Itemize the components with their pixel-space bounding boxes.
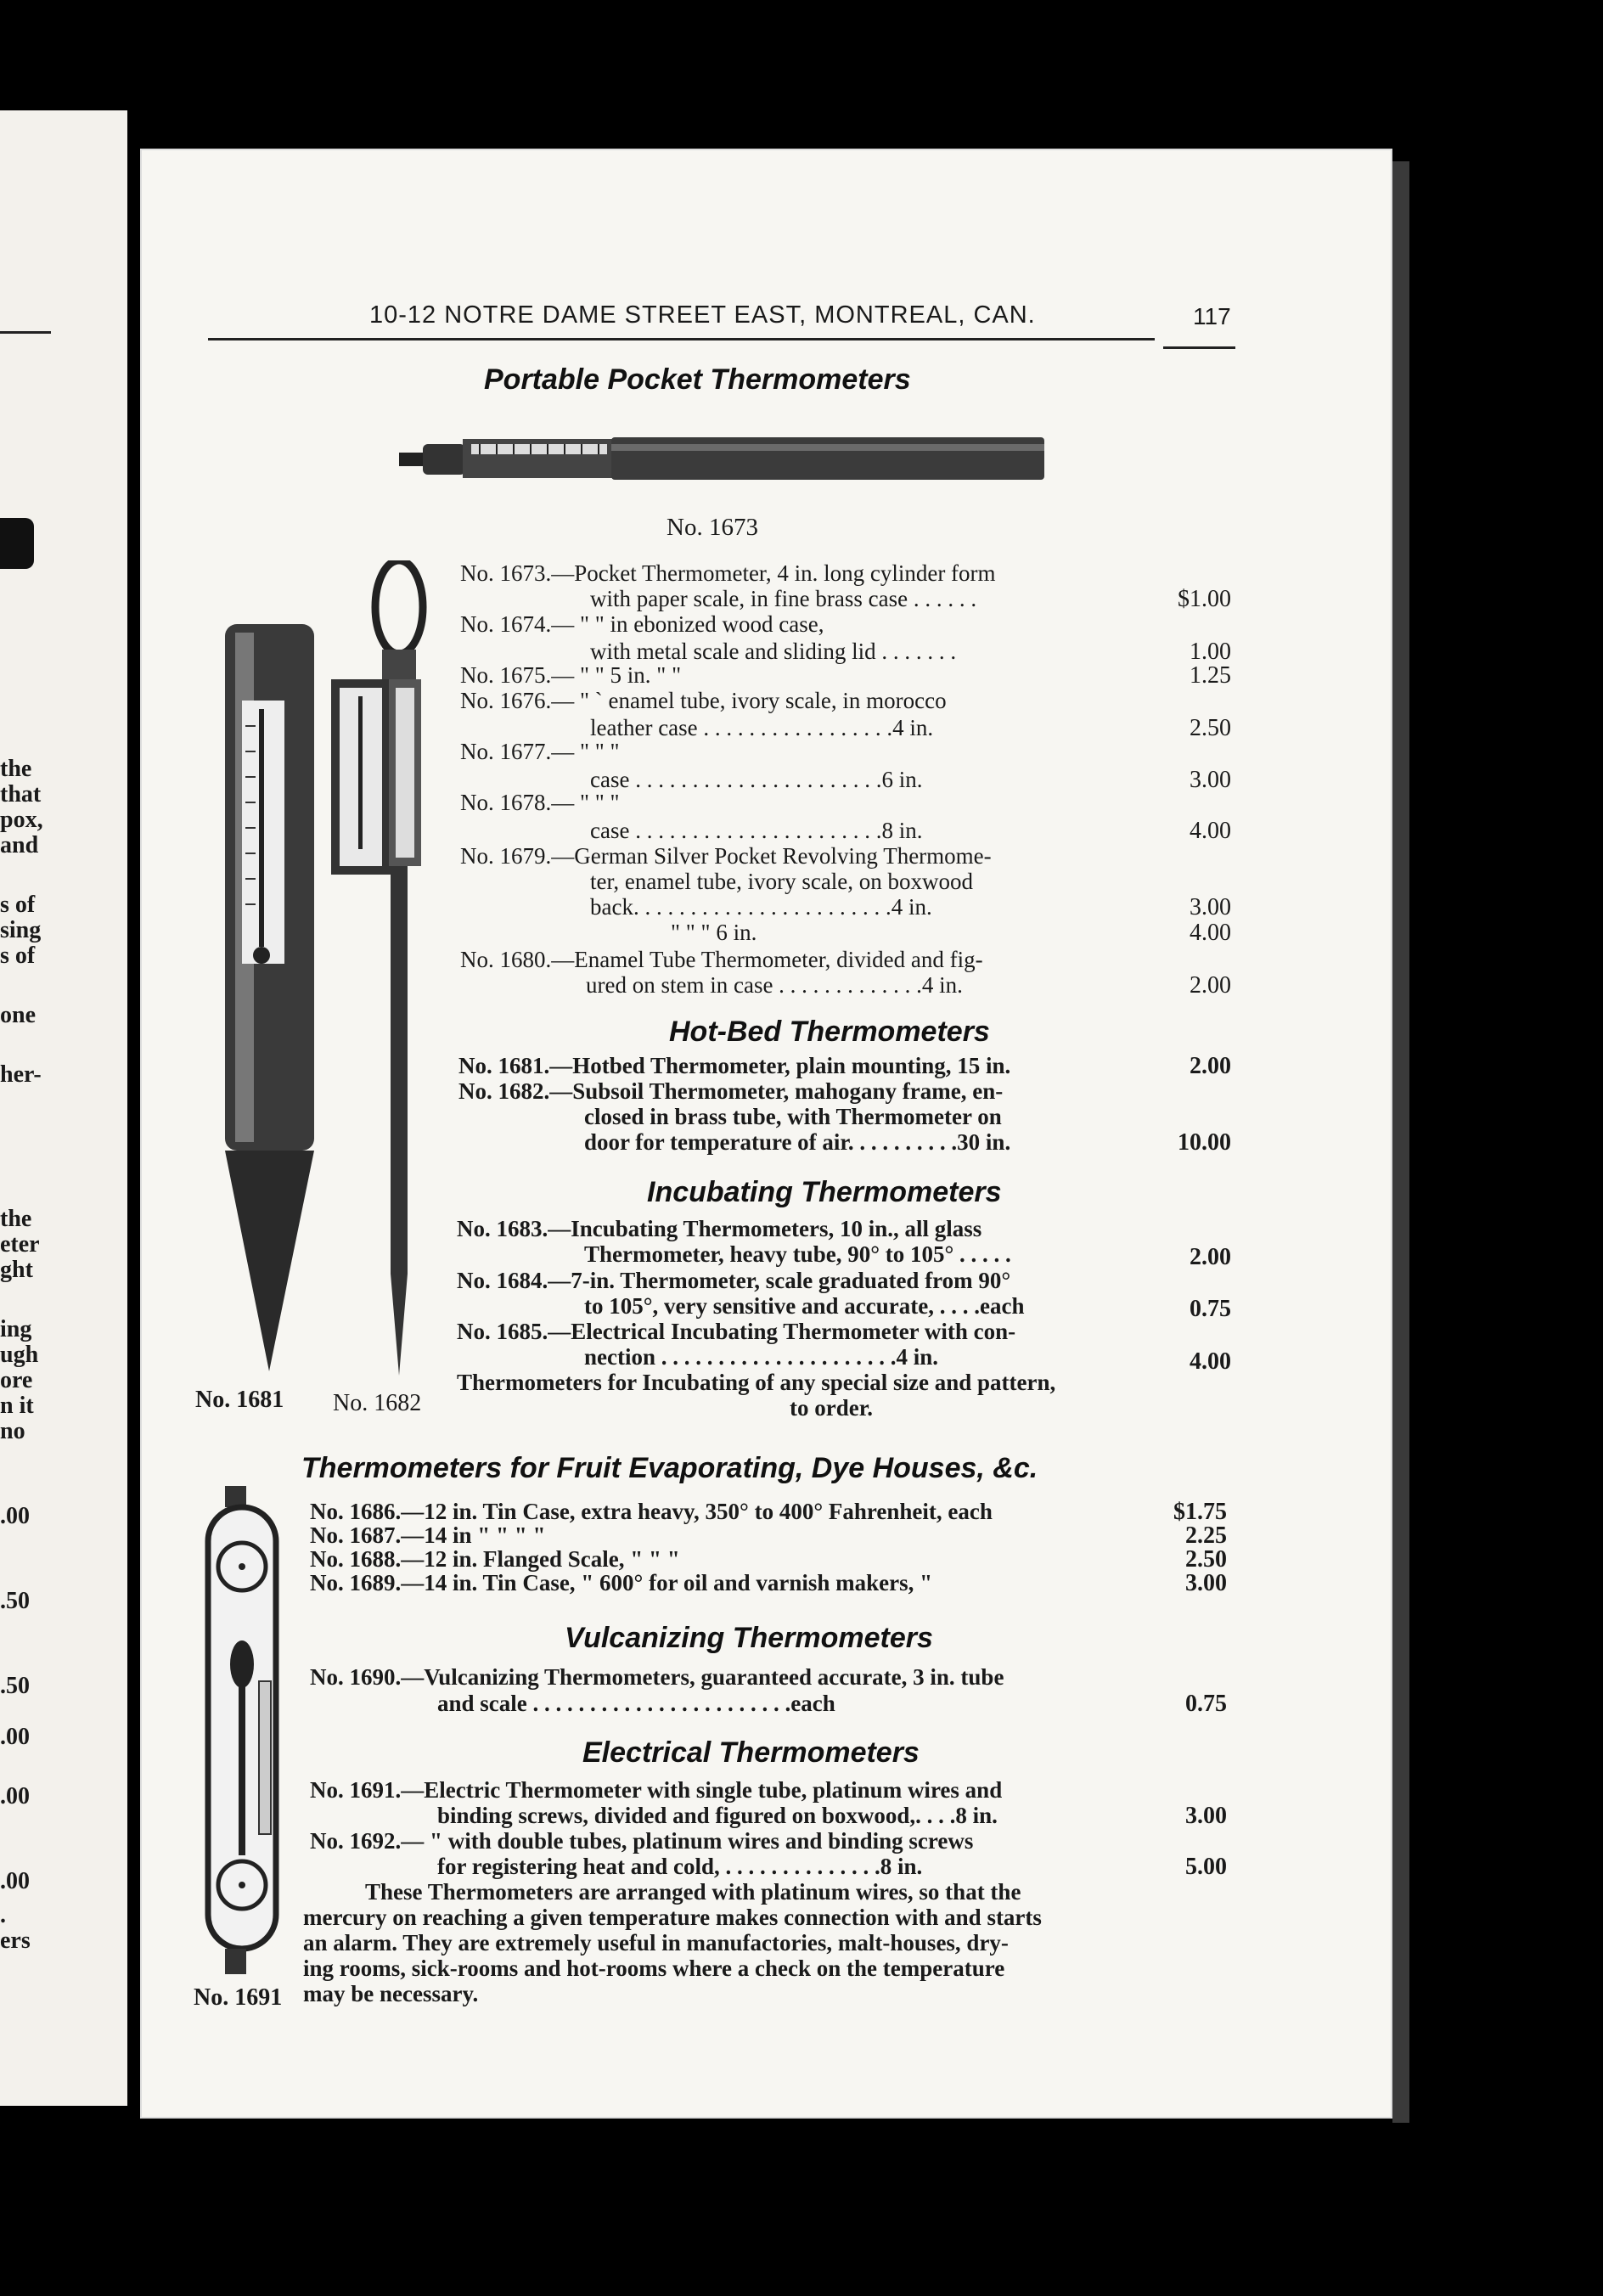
figure-1691-electric-thermometer bbox=[200, 1486, 284, 1978]
section-title-portable: Portable Pocket Thermometers bbox=[484, 363, 911, 396]
item-1679-line2: ter, enamel tube, ivory scale, on boxwood bbox=[590, 869, 974, 894]
electrical-note-line1: These Thermometers are arranged with platinum wires, so that the bbox=[365, 1879, 1021, 1905]
price-1687: 2.25 bbox=[1185, 1522, 1227, 1549]
item-1689-line: No. 1689.—14 in. Tin Case, " 600° for oil and varnish makers, " bbox=[310, 1570, 933, 1595]
price-1683: 2.00 bbox=[1190, 1244, 1231, 1270]
price-1680: 2.00 bbox=[1190, 972, 1231, 999]
page-header-address: 10-12 NOTRE DAME STREET EAST, MONTREAL, CAN. bbox=[369, 301, 1036, 329]
left-page-fragment: .00 bbox=[0, 1783, 30, 1809]
item-1673-line1: No. 1673.—Pocket Thermometer, 4 in. long cylinder form bbox=[460, 560, 996, 586]
left-page-fragment: ght bbox=[0, 1257, 33, 1283]
left-page-fragment: .50 bbox=[0, 1673, 30, 1699]
incubating-special-line1: Thermometers for Incubating of any special size and pattern, bbox=[457, 1370, 1056, 1395]
price-1679-6in: 4.00 bbox=[1190, 920, 1231, 946]
item-1680-line1: No. 1680.—Enamel Tube Thermometer, divided and fig- bbox=[460, 947, 983, 972]
left-page-fragment: the bbox=[0, 1206, 32, 1232]
item-1681-line: No. 1681.—Hotbed Thermometer, plain mounting, 15 in. bbox=[458, 1053, 1011, 1078]
price-1684: 0.75 bbox=[1190, 1296, 1231, 1322]
price-1691: 3.00 bbox=[1185, 1803, 1227, 1829]
item-1683-line1: No. 1683.—Incubating Thermometers, 10 in., all glass bbox=[457, 1216, 982, 1241]
price-1676: 2.50 bbox=[1190, 715, 1231, 741]
figure-1681-hotbed-thermometer bbox=[217, 624, 327, 1371]
left-page-illustration-fragment bbox=[0, 518, 34, 569]
left-page-fragment: that bbox=[0, 781, 42, 808]
left-page-fragment: no bbox=[0, 1418, 25, 1444]
item-1688-line: No. 1688.—12 in. Flanged Scale, " " " bbox=[310, 1546, 680, 1572]
section-title-vulcanizing: Vulcanizing Thermometers bbox=[565, 1622, 933, 1654]
item-1676-line1: No. 1676.— " ` enamel tube, ivory scale, in morocco bbox=[460, 688, 947, 713]
header-rule bbox=[208, 338, 1155, 340]
left-page-fragment: n it bbox=[0, 1393, 34, 1419]
left-page-fragment: .00 bbox=[0, 1724, 30, 1750]
left-page-fragment: her- bbox=[0, 1061, 42, 1088]
section-title-fruit-evaporating: Thermometers for Fruit Evaporating, Dye Houses, &c. bbox=[301, 1452, 1038, 1484]
incubating-special-line2: to order. bbox=[790, 1395, 873, 1421]
item-1679-line3: back. . . . . . . . . . . . . . . . . . . . . . .4 in. bbox=[590, 894, 932, 920]
item-1685-line1: No. 1685.—Electrical Incubating Thermometer with con- bbox=[457, 1319, 1016, 1344]
figure-caption-1682: No. 1682 bbox=[333, 1390, 422, 1416]
item-1684-line1: No. 1684.—7-in. Thermometer, scale graduated from 90° bbox=[457, 1268, 1011, 1293]
figure-caption-1673: No. 1673 bbox=[667, 514, 758, 541]
price-1692: 5.00 bbox=[1185, 1854, 1227, 1880]
item-1682-line1: No. 1682.—Subsoil Thermometer, mahogany frame, en- bbox=[458, 1078, 1004, 1104]
left-page-fragment: ing bbox=[0, 1316, 32, 1342]
item-1682-line3: door for temperature of air. . . . . . . . . .30 in. bbox=[584, 1129, 1011, 1155]
item-1674-line2: with metal scale and sliding lid . . . . . . . bbox=[590, 639, 957, 664]
price-1675: 1.25 bbox=[1190, 662, 1231, 689]
item-1690-line1: No. 1690.—Vulcanizing Thermometers, guaranteed accurate, 3 in. tube bbox=[310, 1664, 1004, 1690]
section-title-incubating: Incubating Thermometers bbox=[647, 1176, 1002, 1208]
left-page-fragment: .00 bbox=[0, 1868, 30, 1894]
figure-1673-thermometer bbox=[399, 429, 1049, 488]
left-page-fragment: . bbox=[0, 1902, 6, 1928]
item-1690-line2: and scale . . . . . . . . . . . . . . . . . . . . . . .each bbox=[437, 1691, 835, 1716]
left-page-fragment: s of bbox=[0, 892, 36, 918]
price-1677: 3.00 bbox=[1190, 767, 1231, 793]
left-page-fragment: .00 bbox=[0, 1503, 30, 1529]
electrical-note-line3: an alarm. They are extremely useful in manufactories, malt-houses, dry- bbox=[303, 1930, 1009, 1956]
section-title-hotbed: Hot-Bed Thermometers bbox=[669, 1016, 990, 1048]
item-1682-line2: closed in brass tube, with Thermometer on bbox=[584, 1104, 1002, 1129]
item-1692-line1: No. 1692.— " with double tubes, platinum wires and binding screws bbox=[310, 1828, 974, 1854]
price-1674: 1.00 bbox=[1190, 639, 1231, 665]
item-1692-line2: for registering heat and cold, . . . . . . . . . . . . . .8 in. bbox=[437, 1854, 923, 1879]
item-1674-line1: No. 1674.— " " in ebonized wood case, bbox=[460, 611, 824, 637]
item-1676-line2: leather case . . . . . . . . . . . . . . . . .4 in. bbox=[590, 715, 934, 740]
item-1678-line2: case . . . . . . . . . . . . . . . . . . . . . .8 in. bbox=[590, 818, 923, 843]
figure-caption-1691: No. 1691 bbox=[194, 1984, 283, 2011]
price-1673: $1.00 bbox=[1178, 586, 1231, 612]
price-1689: 3.00 bbox=[1185, 1570, 1227, 1596]
item-1673-line2: with paper scale, in fine brass case . . . . . . bbox=[590, 586, 977, 611]
page-edge bbox=[1392, 161, 1409, 2123]
electrical-note-line4: ing rooms, sick-rooms and hot-rooms where a check on the temperature bbox=[303, 1956, 1005, 1981]
left-page-fragment: one bbox=[0, 1002, 36, 1028]
left-page-fragment: ers bbox=[0, 1927, 31, 1954]
item-1684-line2: to 105°, very sensitive and accurate, . . . .each bbox=[584, 1293, 1025, 1319]
item-1683-line2: Thermometer, heavy tube, 90° to 105° . . . . . bbox=[584, 1241, 1011, 1267]
price-1685: 4.00 bbox=[1190, 1348, 1231, 1375]
item-1679-line1: No. 1679.—German Silver Pocket Revolving Thermome- bbox=[460, 843, 992, 869]
item-1691-line2: binding screws, divided and figured on boxwood,. . . .8 in. bbox=[437, 1803, 998, 1828]
price-1686: $1.75 bbox=[1173, 1499, 1227, 1525]
item-1685-line2: nection . . . . . . . . . . . . . . . . . . . . .4 in. bbox=[584, 1344, 939, 1370]
left-page-fragment: .50 bbox=[0, 1588, 30, 1614]
price-1681: 2.00 bbox=[1190, 1053, 1231, 1079]
price-1690: 0.75 bbox=[1185, 1691, 1227, 1717]
page-number: 117 bbox=[1193, 303, 1231, 329]
left-page-fragment: the bbox=[0, 756, 32, 782]
section-title-electrical: Electrical Thermometers bbox=[582, 1736, 920, 1769]
figure-caption-1681: No. 1681 bbox=[195, 1387, 284, 1413]
electrical-note-line2: mercury on reaching a given temperature makes connection with and starts bbox=[303, 1905, 1042, 1930]
price-1678: 4.00 bbox=[1190, 818, 1231, 844]
item-1675-line: No. 1675.— " " 5 in. " " bbox=[460, 662, 682, 688]
left-page-rule bbox=[0, 331, 51, 334]
item-1679-line4: " " " 6 in. bbox=[671, 920, 757, 945]
left-page-fragment: ore bbox=[0, 1367, 33, 1393]
header-rule-short bbox=[1163, 346, 1235, 349]
price-1679-4in: 3.00 bbox=[1190, 894, 1231, 920]
left-facing-page bbox=[0, 110, 127, 2106]
left-page-fragment: and bbox=[0, 832, 39, 858]
item-1687-line: No. 1687.—14 in " " " " bbox=[310, 1522, 546, 1548]
item-1691-line1: No. 1691.—Electric Thermometer with single tube, platinum wires and bbox=[310, 1777, 1003, 1803]
left-page-fragment: s of bbox=[0, 943, 36, 969]
price-1682: 10.00 bbox=[1178, 1129, 1231, 1156]
item-1677-line2: case . . . . . . . . . . . . . . . . . . . . . .6 in. bbox=[590, 767, 923, 792]
item-1678-line1: No. 1678.— " " " bbox=[460, 790, 620, 815]
left-page-fragment: pox, bbox=[0, 807, 43, 833]
figure-1682-subsoil-thermometer bbox=[323, 560, 442, 1384]
left-page-fragment: ugh bbox=[0, 1342, 39, 1368]
left-page-fragment: eter bbox=[0, 1231, 40, 1258]
price-1688: 2.50 bbox=[1185, 1546, 1227, 1573]
left-page-fragment: sing bbox=[0, 917, 42, 943]
electrical-note-line5: may be necessary. bbox=[303, 1981, 479, 2006]
item-1680-line2: ured on stem in case . . . . . . . . . . . . .4 in. bbox=[586, 972, 963, 998]
item-1677-line1: No. 1677.— " " " bbox=[460, 739, 620, 764]
item-1686-line: No. 1686.—12 in. Tin Case, extra heavy, 350° to 400° Fahrenheit, each bbox=[310, 1499, 993, 1524]
